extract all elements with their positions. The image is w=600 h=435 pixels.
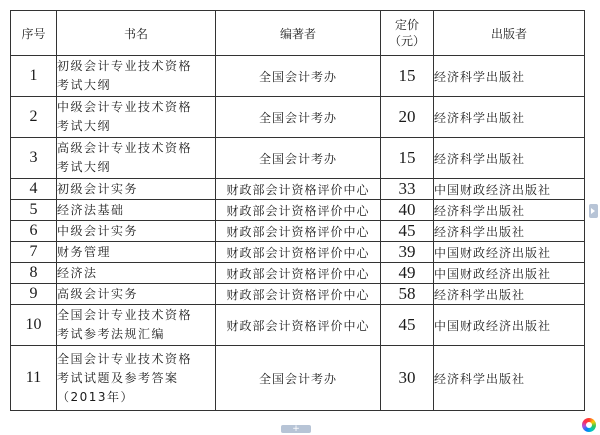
- cell-no: 1: [11, 56, 57, 97]
- cell-editor: 财政部会计资格评价中心: [216, 284, 381, 305]
- cell-editor: 财政部会计资格评价中心: [216, 263, 381, 284]
- table-row: [11, 263, 585, 284]
- cell-price: 58: [381, 284, 434, 305]
- title-line: 高级会计实务: [57, 286, 139, 301]
- cell-editor: 全国会计考办: [216, 56, 381, 97]
- cell-price: 15: [381, 56, 434, 97]
- cell-publisher: 中国财政经济出版社: [434, 242, 585, 263]
- cell-no: 9: [11, 284, 57, 305]
- cell-no: 8: [11, 263, 57, 284]
- cell-price: 20: [381, 97, 434, 138]
- cell-editor: 财政部会计资格评价中心: [216, 200, 381, 221]
- cell-title: [57, 138, 216, 179]
- document-view: [4, 4, 592, 428]
- table-row: [11, 179, 585, 200]
- header-price: [381, 11, 434, 56]
- header-no: 序号: [11, 11, 57, 56]
- header-price-line1: 定价: [394, 18, 419, 32]
- cell-no: 3: [11, 138, 57, 179]
- cell-publisher: 经济科学出版社: [434, 284, 585, 305]
- cell-title: [57, 284, 216, 305]
- cell-title: [57, 242, 216, 263]
- cell-price: 45: [381, 221, 434, 242]
- cell-title: [57, 200, 216, 221]
- cell-no: 6: [11, 221, 57, 242]
- cell-title: [57, 97, 216, 138]
- title-line: 全国会计专业技术资格: [57, 308, 193, 322]
- cell-publisher: 中国财政经济出版社: [434, 305, 585, 346]
- cell-no: 7: [11, 242, 57, 263]
- cell-title: [57, 305, 216, 346]
- cell-publisher: 经济科学出版社: [434, 138, 585, 179]
- title-line: 中级会计实务: [57, 223, 139, 238]
- title-line: 考试试题及参考答案: [57, 370, 179, 385]
- cell-publisher: 经济科学出版社: [434, 200, 585, 221]
- cell-title: [57, 221, 216, 242]
- table-row: [11, 56, 585, 97]
- cell-price: 30: [381, 346, 434, 411]
- title-line: 经济法基础: [57, 202, 125, 217]
- cell-publisher: 经济科学出版社: [434, 221, 585, 242]
- cell-title: [57, 179, 216, 200]
- title-line: 考试大纲: [57, 119, 112, 133]
- title-line: 考试大纲: [57, 160, 112, 174]
- cell-editor: 全国会计考办: [216, 346, 381, 411]
- header-title: 书名: [57, 11, 216, 56]
- cell-title: [57, 346, 216, 411]
- cell-editor: 全国会计考办: [216, 138, 381, 179]
- table-row: [11, 346, 585, 411]
- expand-down-icon[interactable]: +: [281, 425, 311, 433]
- title-line: 考试参考法规汇编: [57, 327, 166, 341]
- table-row: [11, 200, 585, 221]
- title-line: 初级会计专业技术资格: [57, 59, 193, 73]
- title-line: （2013年）: [57, 389, 135, 404]
- cell-publisher: 中国财政经济出版社: [434, 263, 585, 284]
- cell-price: 49: [381, 263, 434, 284]
- cell-price: 39: [381, 242, 434, 263]
- cell-publisher: 经济科学出版社: [434, 97, 585, 138]
- cell-no: 10: [11, 305, 57, 346]
- expand-right-icon[interactable]: [589, 204, 598, 218]
- cell-no: 4: [11, 179, 57, 200]
- cell-price: 40: [381, 200, 434, 221]
- title-line: 经济法: [57, 265, 98, 280]
- title-line: 财务管理: [57, 244, 112, 259]
- cell-price: 33: [381, 179, 434, 200]
- cell-editor: 财政部会计资格评价中心: [216, 179, 381, 200]
- title-line: 考试大纲: [57, 78, 112, 92]
- cell-editor: 财政部会计资格评价中心: [216, 221, 381, 242]
- color-wheel-icon[interactable]: [582, 418, 596, 432]
- title-line: 全国会计专业技术资格: [57, 351, 193, 366]
- header-publisher: 出版者: [434, 11, 585, 56]
- cell-title: [57, 56, 216, 97]
- table-row: [11, 221, 585, 242]
- cell-price: 15: [381, 138, 434, 179]
- cell-editor: 财政部会计资格评价中心: [216, 305, 381, 346]
- cell-editor: 全国会计考办: [216, 97, 381, 138]
- cell-no: 11: [11, 346, 57, 411]
- cell-no: 5: [11, 200, 57, 221]
- cell-no: 2: [11, 97, 57, 138]
- table-row: [11, 284, 585, 305]
- header-price-line2: （元）: [388, 34, 425, 48]
- cell-title: [57, 263, 216, 284]
- table-row: [11, 242, 585, 263]
- table-row: [11, 97, 585, 138]
- cell-publisher: 中国财政经济出版社: [434, 179, 585, 200]
- table-row: [11, 138, 585, 179]
- cell-publisher: 经济科学出版社: [434, 346, 585, 411]
- cell-price: 45: [381, 305, 434, 346]
- cell-publisher: 经济科学出版社: [434, 56, 585, 97]
- cell-editor: 财政部会计资格评价中心: [216, 242, 381, 263]
- title-line: 中级会计专业技术资格: [57, 100, 193, 114]
- book-list-table: [10, 10, 585, 411]
- header-editor: 编著者: [216, 11, 381, 56]
- table-row: [11, 305, 585, 346]
- title-line: 初级会计实务: [57, 181, 139, 196]
- title-line: 高级会计专业技术资格: [57, 141, 193, 155]
- table-header-row: [11, 11, 585, 56]
